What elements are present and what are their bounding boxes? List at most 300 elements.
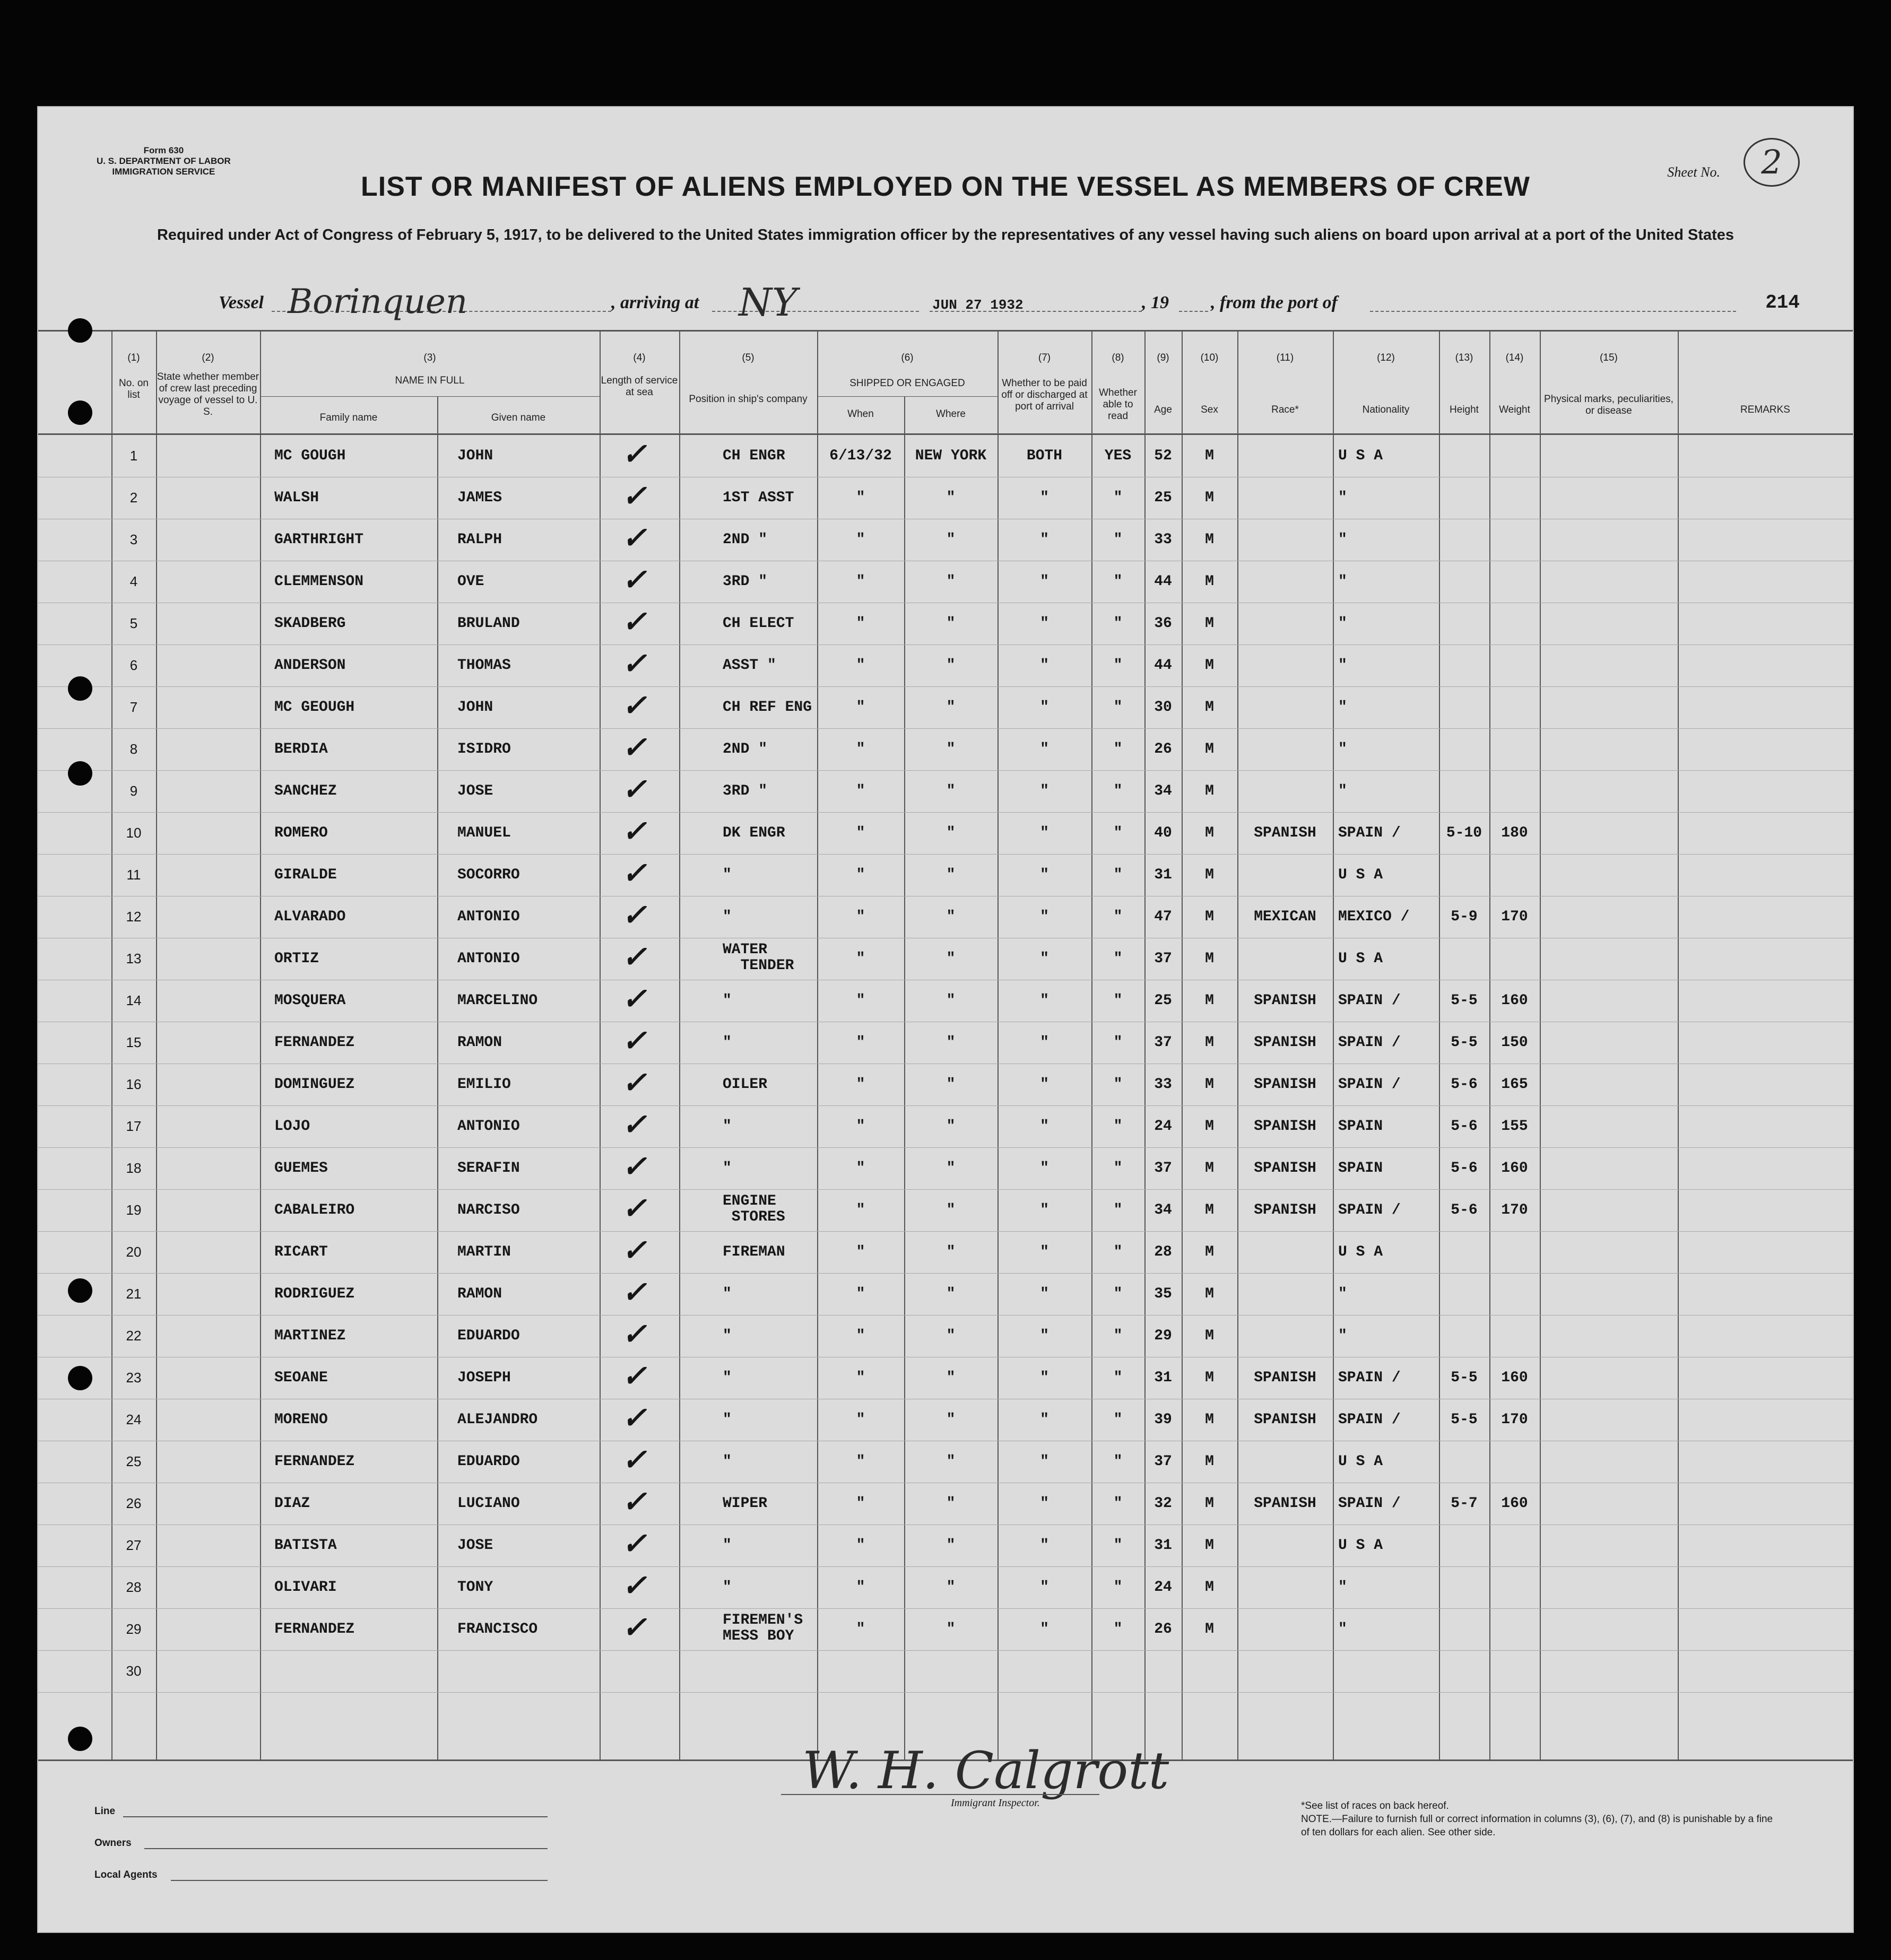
shipped-when: ": [856, 490, 865, 506]
able-to-read: ": [1113, 825, 1123, 841]
family-name: MORENO: [274, 1412, 328, 1428]
shipped-where: ": [946, 825, 956, 841]
given-name: ISIDRO: [457, 741, 511, 757]
nationality: SPAIN /: [1338, 1495, 1401, 1512]
row-number: 12: [126, 909, 142, 925]
family-name: BATISTA: [274, 1537, 337, 1554]
row-number: 29: [126, 1621, 142, 1637]
footer-notes: [1301, 1799, 1779, 1839]
position: ": [723, 1118, 732, 1135]
row-number: 20: [126, 1244, 142, 1260]
header-bottom-rule: [38, 433, 1853, 435]
sex: M: [1205, 1495, 1214, 1512]
paid-off: ": [1040, 1328, 1049, 1344]
sex: M: [1205, 1537, 1214, 1554]
paid-off: ": [1040, 1076, 1049, 1093]
able-to-read: ": [1113, 1328, 1123, 1344]
row-number: 19: [126, 1202, 142, 1218]
row-rule: [38, 686, 1853, 687]
able-to-read: ": [1113, 1118, 1123, 1135]
arriving-port: NY: [739, 280, 797, 325]
service-checkmark: ✓: [622, 1361, 647, 1395]
able-to-read: ": [1113, 699, 1123, 716]
sex: M: [1205, 1286, 1214, 1302]
nationality: SPAIN: [1338, 1160, 1383, 1177]
height: 5-6: [1451, 1202, 1478, 1218]
able-to-read: ": [1113, 1076, 1123, 1093]
age: 37: [1154, 951, 1172, 967]
row-rule: [38, 1189, 1853, 1190]
family-name: RODRIGUEZ: [274, 1286, 355, 1302]
paid-off: ": [1040, 1537, 1049, 1554]
shipped-where: ": [946, 1495, 956, 1512]
paid-off: ": [1040, 741, 1049, 757]
race: SPANISH: [1254, 825, 1316, 841]
able-to-read: ": [1113, 615, 1123, 632]
col-where-header: Where: [936, 408, 966, 420]
shipped-when: ": [856, 1453, 865, 1470]
paid-off: ": [1040, 1495, 1049, 1512]
shipped-where: ": [946, 1118, 956, 1135]
position: 2ND ": [723, 741, 768, 757]
nationality: SPAIN: [1338, 1118, 1383, 1135]
sex: M: [1205, 1076, 1214, 1093]
age: 40: [1154, 825, 1172, 841]
service-checkmark: ✓: [622, 1319, 647, 1353]
weight: 170: [1501, 1412, 1528, 1428]
nationality: ": [1338, 783, 1347, 799]
family-name: ANDERSON: [274, 657, 346, 674]
position: 3RD ": [723, 573, 768, 590]
able-to-read: ": [1113, 657, 1123, 674]
service-name: IMMIGRATION SERVICE: [112, 167, 215, 177]
service-checkmark: ✓: [622, 1152, 647, 1186]
shipped-when: ": [856, 573, 865, 590]
family-name: RICART: [274, 1244, 328, 1260]
shipped-when: ": [856, 1244, 865, 1260]
shipped-when: ": [856, 1621, 865, 1637]
service-checkmark: ✓: [622, 1235, 647, 1269]
paid-off: ": [1040, 992, 1049, 1009]
col-last-voyage-header: State whether member of crew last preceding voyage of vessel to U. S.: [157, 371, 259, 417]
row-number: 23: [126, 1370, 142, 1386]
shipped-when: ": [856, 1118, 865, 1135]
sex: M: [1205, 992, 1214, 1009]
age: 29: [1154, 1328, 1172, 1344]
service-checkmark: ✓: [622, 1026, 647, 1060]
nationality: ": [1338, 1579, 1347, 1596]
weight: 180: [1501, 825, 1528, 841]
row-number: 15: [126, 1034, 142, 1050]
weight: 165: [1501, 1076, 1528, 1093]
shipped-when: ": [856, 1579, 865, 1596]
shipped-when: ": [856, 783, 865, 799]
department-name: U. S. DEPARTMENT OF LABOR: [97, 156, 231, 166]
family-name: CLEMMENSON: [274, 573, 364, 590]
service-checkmark: ✓: [622, 691, 647, 725]
position: ": [723, 909, 732, 925]
position: ": [723, 1370, 732, 1386]
position: ENGINE STORES: [723, 1193, 785, 1225]
weight: 155: [1501, 1118, 1528, 1135]
service-checkmark: ✓: [622, 649, 647, 683]
able-to-read: ": [1113, 1579, 1123, 1596]
nationality: ": [1338, 615, 1347, 632]
nationality: ": [1338, 490, 1347, 506]
col-race-header: Race*: [1271, 404, 1299, 415]
family-name: SEOANE: [274, 1370, 328, 1386]
family-name: ALVARADO: [274, 909, 346, 925]
given-name: JOSE: [457, 1537, 493, 1554]
position: CH REF ENG: [723, 699, 812, 716]
col-sex-header: Sex: [1201, 404, 1218, 415]
row-number: 22: [126, 1328, 142, 1344]
given-name: OVE: [457, 573, 484, 590]
sheet-number: 2: [1743, 138, 1800, 187]
nationality: ": [1338, 1286, 1347, 1302]
nationality: SPAIN /: [1338, 825, 1401, 841]
service-checkmark: ✓: [622, 816, 647, 850]
paid-off: ": [1040, 532, 1049, 548]
age: 24: [1154, 1118, 1172, 1135]
family-name: WALSH: [274, 490, 319, 506]
shipped-when: ": [856, 1286, 865, 1302]
row-number: 13: [126, 951, 142, 966]
sex: M: [1205, 867, 1214, 883]
paid-off: BOTH: [1026, 448, 1063, 464]
table-top-rule: [38, 330, 1853, 332]
from-port-label: , from the port of: [1211, 293, 1338, 312]
height: 5-7: [1451, 1495, 1478, 1512]
service-checkmark: ✓: [622, 523, 647, 557]
sex: M: [1205, 951, 1214, 967]
col-position-header: Position in ship's company: [689, 394, 808, 405]
shipped-when: ": [856, 1537, 865, 1554]
row-number: 10: [126, 825, 142, 841]
family-name: FERNANDEZ: [274, 1621, 355, 1637]
given-name: EDUARDO: [457, 1453, 520, 1470]
able-to-read: ": [1113, 1537, 1123, 1554]
vessel-name: Borinquen: [288, 282, 468, 321]
given-name: JOHN: [457, 699, 493, 716]
shipped-when: ": [856, 1495, 865, 1512]
nationality: SPAIN /: [1338, 992, 1401, 1009]
shipped-when: ": [856, 867, 865, 883]
paid-off: ": [1040, 1579, 1049, 1596]
row-number: 2: [129, 490, 138, 506]
nationality: U S A: [1338, 1244, 1383, 1260]
paid-off: ": [1040, 1286, 1049, 1302]
age: 28: [1154, 1244, 1172, 1260]
family-name: GARTHRIGHT: [274, 532, 364, 548]
row-number: 8: [129, 741, 138, 757]
service-checkmark: ✓: [622, 1403, 647, 1437]
given-name: RALPH: [457, 532, 502, 548]
shipped-where: ": [946, 573, 956, 590]
family-name: MC GEOUGH: [274, 699, 355, 716]
paid-off: ": [1040, 1160, 1049, 1177]
nationality: SPAIN /: [1338, 1034, 1401, 1051]
nationality: ": [1338, 1621, 1347, 1637]
given-name: ALEJANDRO: [457, 1412, 538, 1428]
sex: M: [1205, 1370, 1214, 1386]
manifest-number: 214: [1765, 292, 1800, 313]
age: 39: [1154, 1412, 1172, 1428]
service-checkmark: ✓: [622, 1194, 647, 1227]
position: OILER: [723, 1076, 768, 1093]
shipped-when: ": [856, 741, 865, 757]
row-number: 6: [129, 657, 138, 673]
shipped-where: ": [946, 1202, 956, 1218]
shipped-when: ": [856, 657, 865, 674]
age: 52: [1154, 448, 1172, 464]
col-paid-off-header: Whether to be paid off or discharged at port of arrival: [1001, 378, 1088, 412]
row-rule: [38, 1692, 1853, 1693]
weight: 160: [1501, 1495, 1528, 1512]
shipped-where: ": [946, 909, 956, 925]
family-name: GUEMES: [274, 1160, 328, 1177]
family-name: FERNANDEZ: [274, 1034, 355, 1051]
sex: M: [1205, 573, 1214, 590]
age: 30: [1154, 699, 1172, 716]
service-checkmark: ✓: [622, 565, 647, 599]
position: ": [723, 1034, 732, 1051]
position: ": [723, 1328, 732, 1344]
race: SPANISH: [1254, 1160, 1316, 1177]
position: ": [723, 1537, 732, 1554]
position: 3RD ": [723, 783, 768, 799]
family-name: MOSQUERA: [274, 992, 346, 1009]
family-name: SANCHEZ: [274, 783, 337, 799]
nationality: ": [1338, 573, 1347, 590]
sex: M: [1205, 615, 1214, 632]
able-to-read: ": [1113, 951, 1123, 967]
race: SPANISH: [1254, 1118, 1316, 1135]
family-name: BERDIA: [274, 741, 328, 757]
family-name: LOJO: [274, 1118, 310, 1135]
inspector-label: Immigrant Inspector.: [951, 1797, 1040, 1809]
shipped-where: ": [946, 1453, 956, 1470]
family-name: SKADBERG: [274, 615, 346, 632]
able-to-read: ": [1113, 867, 1123, 883]
age: 47: [1154, 909, 1172, 925]
age: 34: [1154, 1202, 1172, 1218]
row-number: 9: [129, 783, 138, 799]
given-name: EMILIO: [457, 1076, 511, 1093]
shipped-where: ": [946, 741, 956, 757]
shipped-when: ": [856, 1328, 865, 1344]
nationality: MEXICO /: [1338, 909, 1410, 925]
service-checkmark: ✓: [622, 1445, 647, 1479]
race: SPANISH: [1254, 1202, 1316, 1218]
shipped-where: NEW YORK: [915, 448, 987, 464]
col-physical-marks-header: Physical marks, peculiarities, or disease: [1544, 394, 1673, 416]
able-to-read: ": [1113, 573, 1123, 590]
row-number: 27: [126, 1537, 142, 1553]
sex: M: [1205, 448, 1214, 464]
nationality: SPAIN /: [1338, 1202, 1401, 1218]
row-number: 14: [126, 992, 142, 1008]
age: 31: [1154, 1537, 1172, 1554]
sex: M: [1205, 741, 1214, 757]
given-name: SERAFIN: [457, 1160, 520, 1177]
shipped-when: ": [856, 1160, 865, 1177]
race: SPANISH: [1254, 1034, 1316, 1051]
able-to-read: ": [1113, 1160, 1123, 1177]
row-rule: [38, 1147, 1853, 1148]
sex: M: [1205, 1160, 1214, 1177]
age: 26: [1154, 741, 1172, 757]
row-rule: [38, 812, 1853, 813]
paid-off: ": [1040, 699, 1049, 716]
able-to-read: ": [1113, 532, 1123, 548]
row-rule: [38, 644, 1853, 645]
service-checkmark: ✓: [622, 774, 647, 808]
given-name: JOSEPH: [457, 1370, 511, 1386]
col-when-header: When: [847, 408, 874, 420]
paid-off: ": [1040, 1202, 1049, 1218]
sex: M: [1205, 1328, 1214, 1344]
shipped-when: ": [856, 1076, 865, 1093]
age: 35: [1154, 1286, 1172, 1302]
paid-off: ": [1040, 951, 1049, 967]
age: 32: [1154, 1495, 1172, 1512]
service-checkmark: ✓: [622, 439, 647, 473]
row-rule: [38, 1608, 1853, 1609]
family-name: DIAZ: [274, 1495, 310, 1512]
family-name: ORTIZ: [274, 951, 319, 967]
able-to-read: ": [1113, 909, 1123, 925]
family-name: CABALEIRO: [274, 1202, 355, 1218]
nationality: SPAIN /: [1338, 1076, 1401, 1093]
paid-off: ": [1040, 1453, 1049, 1470]
position: ASST ": [723, 657, 776, 674]
age: 37: [1154, 1160, 1172, 1177]
able-to-read: ": [1113, 992, 1123, 1009]
sex: M: [1205, 783, 1214, 799]
arriving-label: , arriving at: [611, 293, 699, 312]
nationality: ": [1338, 699, 1347, 716]
position: DK ENGR: [723, 825, 785, 841]
col-given-name-header: Given name: [491, 412, 546, 423]
nationality: U S A: [1338, 951, 1383, 967]
height: 5-10: [1446, 825, 1482, 841]
service-checkmark: ✓: [622, 607, 647, 641]
service-checkmark: ✓: [622, 1487, 647, 1521]
nationality: ": [1338, 1328, 1347, 1344]
shipped-where: ": [946, 992, 956, 1009]
service-checkmark: ✓: [622, 1571, 647, 1605]
height: 5-6: [1451, 1076, 1478, 1093]
able-to-read: YES: [1104, 448, 1132, 464]
position: 2ND ": [723, 532, 768, 548]
sex: M: [1205, 532, 1214, 548]
able-to-read: ": [1113, 783, 1123, 799]
service-checkmark: ✓: [622, 1613, 647, 1647]
shipped-where: ": [946, 657, 956, 674]
col-read-header: Whether able to read: [1099, 387, 1137, 422]
row-number: 30: [126, 1663, 142, 1679]
given-name: LUCIANO: [457, 1495, 520, 1512]
shipped-where: ": [946, 1328, 956, 1344]
given-name: ANTONIO: [457, 951, 520, 967]
row-rule: [38, 1273, 1853, 1274]
nationality: U S A: [1338, 1453, 1383, 1470]
service-checkmark: ✓: [622, 1068, 647, 1102]
service-checkmark: ✓: [622, 942, 647, 976]
sex: M: [1205, 1202, 1214, 1218]
age: 25: [1154, 490, 1172, 506]
row-rule: [38, 728, 1853, 729]
row-rule: [38, 1566, 1853, 1567]
able-to-read: ": [1113, 1034, 1123, 1051]
row-number: 28: [126, 1579, 142, 1595]
paid-off: ": [1040, 1118, 1049, 1135]
given-name: RAMON: [457, 1034, 502, 1051]
service-checkmark: ✓: [622, 733, 647, 766]
able-to-read: ": [1113, 1370, 1123, 1386]
age: 31: [1154, 1370, 1172, 1386]
given-name: MANUEL: [457, 825, 511, 841]
position: FIREMAN: [723, 1244, 785, 1260]
row-number: 18: [126, 1160, 142, 1176]
shipped-where: ": [946, 1537, 956, 1554]
row-number: 3: [129, 532, 138, 547]
form-number: Form 630: [143, 145, 184, 155]
weight: 160: [1501, 1160, 1528, 1177]
shipped-where: ": [946, 1034, 956, 1051]
position: 1ST ASST: [723, 490, 794, 506]
col-weight-header: Weight: [1499, 404, 1530, 415]
service-checkmark: ✓: [622, 1529, 647, 1563]
given-name: THOMAS: [457, 657, 511, 674]
able-to-read: ": [1113, 741, 1123, 757]
age: 26: [1154, 1621, 1172, 1637]
position: ": [723, 1412, 732, 1428]
given-name: BRULAND: [457, 615, 520, 632]
nationality: ": [1338, 532, 1347, 548]
nationality: U S A: [1338, 448, 1383, 464]
position: CH ELECT: [723, 615, 794, 632]
shipped-when: ": [856, 992, 865, 1009]
sex: M: [1205, 699, 1214, 716]
shipped-where: ": [946, 1621, 956, 1637]
local-agents-label: Local Agents: [94, 1869, 158, 1880]
family-name: OLIVARI: [274, 1579, 337, 1596]
col-remarks-header: REMARKS: [1740, 404, 1790, 415]
weight: 170: [1501, 1202, 1528, 1218]
shipped-when: 6/13/32: [829, 448, 892, 464]
able-to-read: ": [1113, 1244, 1123, 1260]
shipped-when: ": [856, 699, 865, 716]
paid-off: ": [1040, 1621, 1049, 1637]
shipped-where: ": [946, 615, 956, 632]
given-name: JOHN: [457, 448, 493, 464]
family-name: ROMERO: [274, 825, 328, 841]
service-checkmark: ✓: [622, 900, 647, 934]
col-no-header: No. on list: [119, 378, 149, 400]
nationality: U S A: [1338, 867, 1383, 883]
age: 36: [1154, 615, 1172, 632]
shipped-where: ": [946, 1160, 956, 1177]
nationality: ": [1338, 657, 1347, 674]
shipped-when: ": [856, 1412, 865, 1428]
weight: 160: [1501, 1370, 1528, 1386]
service-checkmark: ✓: [622, 1277, 647, 1311]
sex: M: [1205, 1412, 1214, 1428]
row-rule: [38, 1315, 1853, 1316]
age: 44: [1154, 573, 1172, 590]
